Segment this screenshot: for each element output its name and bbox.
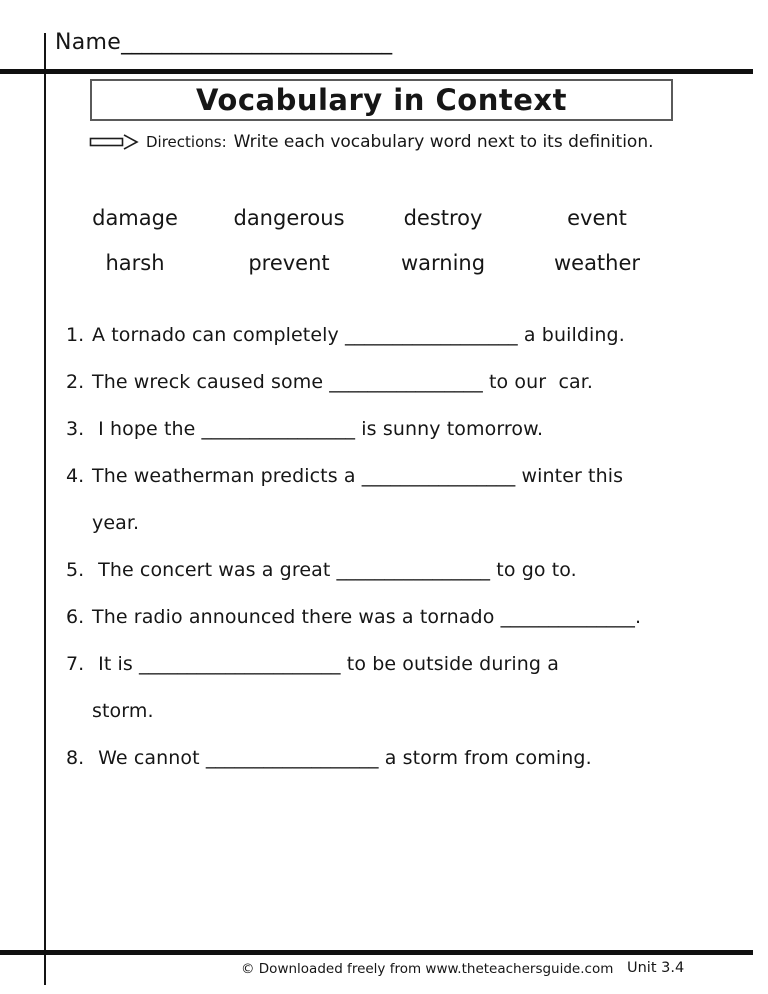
sentence-continuation-line <box>66 688 756 735</box>
sentence-text: I hope the ________________ is sunny tomorrow. <box>92 418 544 440</box>
sentence-number: 1. <box>66 324 85 346</box>
name-blank-line: ___________________________ <box>121 30 392 55</box>
word-bank-item: prevent <box>248 251 330 275</box>
sentence-text: A tornado can completely __________________ a building. <box>92 324 625 346</box>
word-bank-item: damage <box>92 206 178 230</box>
sentence-text: The radio announced there was a tornado ______________. <box>92 606 642 628</box>
sentence-number: 3. <box>66 418 85 440</box>
word-bank-item: destroy <box>403 206 483 230</box>
sentence-line <box>66 312 756 359</box>
word-bank-item: warning <box>400 251 486 275</box>
word-bank-item: harsh <box>105 251 165 275</box>
sentence-line <box>66 406 756 453</box>
sentence-number: 8. <box>66 747 85 769</box>
word-bank-item: weather <box>553 251 641 275</box>
sentence-line <box>66 359 756 406</box>
footer-credit: © Downloaded freely from www.theteachersguide.com <box>241 961 614 977</box>
sentence-number: 2. <box>66 371 85 393</box>
sentence-text: The concert was a great ________________ to go to. <box>92 559 577 581</box>
directions-label: Directions: <box>146 133 227 151</box>
sentence-number: 4. <box>66 465 85 487</box>
directions-text: Write each vocabulary word next to its definition. <box>233 132 654 152</box>
sentence-number: 7. <box>66 653 85 675</box>
name-row <box>55 30 391 55</box>
sentence-text: We cannot __________________ a storm from coming. <box>92 747 592 769</box>
sentence-text: year. <box>92 512 140 534</box>
header-divider <box>0 69 753 74</box>
sentence-continuation-line <box>66 500 756 547</box>
sentence-line <box>66 453 756 500</box>
word-bank-item: event <box>567 206 627 230</box>
left-margin-line <box>44 33 46 985</box>
sentence-text: The wreck caused some ________________ to our car. <box>92 371 594 393</box>
sentence-line <box>66 547 756 594</box>
right-arrow-icon <box>89 95 139 189</box>
sentence-number: 5. <box>66 559 85 581</box>
word-bank <box>58 196 674 286</box>
sentence-text: It is _____________________ to be outside during a <box>92 653 559 675</box>
title-box <box>90 79 673 121</box>
unit-label: Unit 3.4 <box>627 960 685 976</box>
sentence-line <box>66 641 756 688</box>
sentence-line <box>66 735 756 782</box>
name-label: Name <box>55 30 122 55</box>
sentence-text: storm. <box>92 700 154 722</box>
sentence-text: The weatherman predicts a ________________ winter this <box>92 465 624 487</box>
sentence-number <box>66 688 92 735</box>
sentence-line <box>66 594 756 641</box>
page-title: Vocabulary in Context <box>196 83 567 117</box>
footer-divider <box>0 950 753 955</box>
word-bank-item: dangerous <box>233 206 345 230</box>
sentence-number <box>66 500 92 547</box>
sentence-number: 6. <box>66 606 85 628</box>
directions-row <box>89 130 654 154</box>
sentence-list <box>66 312 756 782</box>
